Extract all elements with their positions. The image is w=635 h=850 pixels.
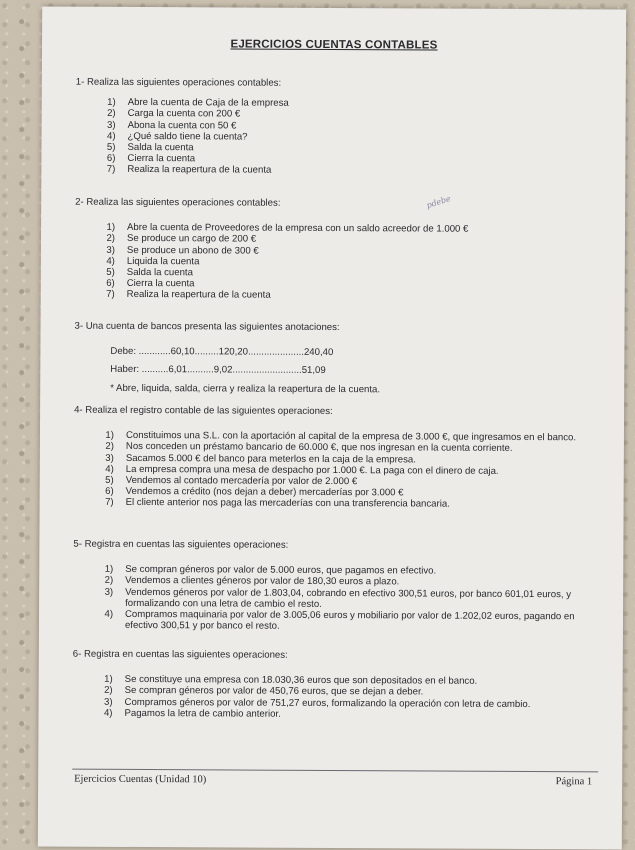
item-list [72,674,598,722]
section-4 [74,405,601,511]
list-item: 6) Cierra la cuenta [106,153,196,165]
list-item: 6) Cierra la cuenta [106,278,195,290]
list-item: 7) El cliente anterior nos paga las mercaderías con una transferencia bancaria. [105,497,450,511]
section-heading: 1- Realiza las siguientes operaciones contables: [75,76,282,89]
section-heading: 4- Realiza el registro contable de las siguientes operaciones: [74,404,333,418]
footer-divider [72,769,598,773]
section-6 [72,649,598,722]
list-item: 2) Se compran géneros por valor de 450,76 euros, que se dejan a deber. [104,685,424,698]
section-heading: 3- Una cuenta de bancos presenta las siguientes anotaciones: [74,320,340,334]
list-item: 4) ¿Qué saldo tiene la cuenta? [106,130,248,143]
section-5 [73,539,599,634]
section-2 [75,197,602,303]
list-item: 6) Vendemos a crédito (nos dejan a deber) mercaderías por 3.000 € [105,486,404,499]
item-list [75,222,601,303]
list-item: 3) Vendemos géneros por valor de 1.803,04, cobrando en efectivo 300,51 euros, por banco 601,01 euros, y formalizando con una letra de cambio el resto. [104,586,572,610]
list-item: 1) Abre la cuenta de Proveedores de la empresa con un saldo acreedor de 1.000 € [106,222,469,235]
list-item: 4) La empresa compra una mesa de despacho por 1.000 €. La paga con el dinero de caja. [105,463,499,477]
document-title: EJERCICIOS CUENTAS CONTABLES [230,38,438,52]
debe-row: Debe: ............60,10.........120,20.....................240,40 [110,346,334,359]
list-item: 2) Vendemos a clientes géneros por valor de 180,30 euros a plazo. [104,575,400,588]
list-item: 3) Se produce un abono de 300 € [106,244,259,257]
page-number: Página 1 [555,776,593,788]
document-page [38,6,626,849]
list-item: 3) Compramos géneros por valor de 751,27 euros, formalizando la operación con letra de cambio. [104,696,531,710]
list-item: 1) Abre la cuenta de Caja de la empresa [107,97,289,109]
list-item: 2) Se produce un cargo de 200 € [106,233,257,246]
section-heading: 2- Realiza las siguientes operaciones contables: [75,196,281,209]
item-list [74,430,600,511]
item-list [75,97,601,178]
list-item: 7) Realiza la reapertura de la cuenta [106,164,272,177]
list-item: 1) Se constituye una empresa con 18.030,36 euros que son depositados en el banco. [104,674,478,687]
section-heading: 6- Registra en cuentas las siguientes operaciones: [72,648,288,661]
list-item: 2) Nos conceden un préstamo bancario de 60.000 €, que nos ingresan en la cuenta corriente. [105,441,513,455]
list-item: 1) Se compran géneros por valor de 5.000 euros, que pagamos en efectivo. [104,564,437,577]
list-item: 5) Vendemos al contado mercadería por valor de 2.000 € [105,474,358,488]
list-item: 3) Abona la cuenta con 50 € [107,119,237,132]
section-3 [74,321,600,397]
section-1 [75,77,602,178]
list-item: 2) Carga la cuenta con 200 € [107,108,241,120]
list-item: 4) Liquida la cuenta [106,255,200,268]
ledger-entries [110,346,600,378]
list-item: 4) Pagamos la letra de cambio anterior. [103,707,281,720]
list-item: 5) Salda la cuenta [106,141,194,154]
handwritten-note: pdebe [425,193,452,211]
list-item: 3) Sacamos 5.000 € del banco para meterlos en la caja de la empresa. [105,452,416,466]
list-item: 1) Constituimos una S.L. con la aportación al capital de la empresa de 3.000 €, que ingresamos en el banco. [105,430,577,444]
list-item: 4) Compramos maquinaria por valor de 3.005,06 euros y mobiliario por valor de 1.202,02 euros, pagando en efectivo 300,51 y por banco el resto. [104,608,575,632]
haber-row: Haber: ..........6,01..........9,02..........................51,09 [110,364,326,377]
item-list [73,564,599,634]
list-item: 7) Realiza la reapertura de la cuenta [106,289,271,302]
footer-title: Ejercicios Cuentas (Unidad 10) [74,773,207,786]
instruction-note: * Abre, liquida, salda, cierra y realiza la reapertura de la cuenta. [110,382,381,395]
list-item: 5) Salda la cuenta [106,266,193,279]
section-heading: 5- Registra en cuentas las siguientes operaciones: [73,538,289,551]
